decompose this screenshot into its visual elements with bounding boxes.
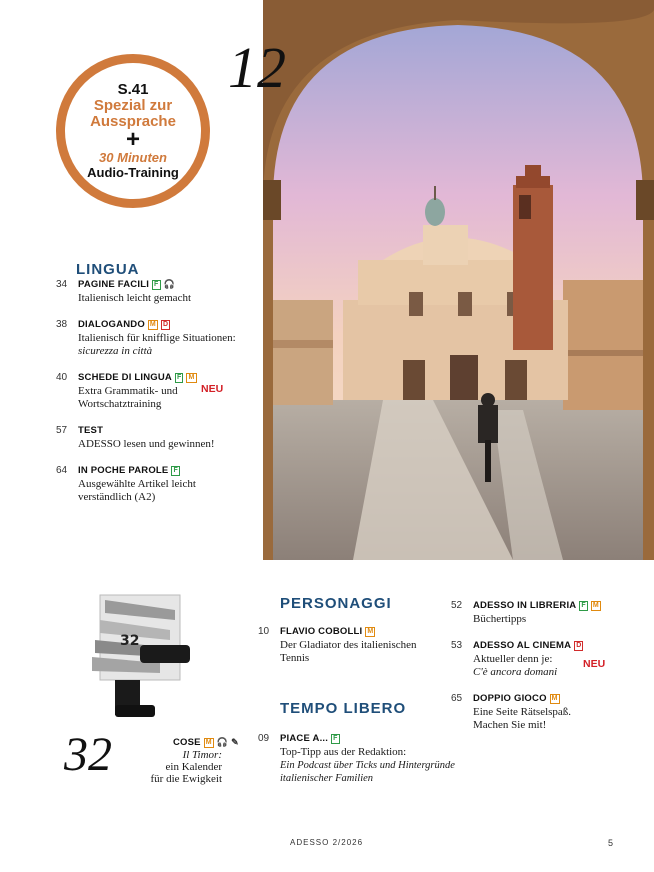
- badge-line4: Audio-Training: [87, 165, 179, 180]
- toc-page-number: 53: [451, 640, 463, 651]
- toc-description: Ausgewählte Artikel leicht: [78, 478, 196, 490]
- pencil-icon: ✎: [231, 737, 239, 747]
- toc-page-number: 57: [56, 425, 68, 436]
- level-badge-m: M: [592, 601, 599, 609]
- toc-description: Italienisch für knifflige Situationen:: [78, 332, 236, 344]
- badge-plus: +: [125, 126, 140, 153]
- toc-page-number: 34: [56, 279, 68, 290]
- timor-calendar-image: [70, 585, 195, 725]
- toc-description-italic: C'è ancora domani: [473, 666, 558, 678]
- level-badge-m: M: [205, 738, 212, 746]
- toc-description-italic: sicurezza in città: [78, 345, 153, 357]
- level-badge-f: F: [173, 466, 178, 474]
- badge-line2: Aussprache: [90, 113, 176, 130]
- toc-entry-pagine-facili[interactable]: [78, 279, 175, 290]
- audio-training-badge[interactable]: [56, 54, 210, 208]
- feature-page-number-12: 12: [228, 35, 286, 100]
- toc-entry-cose[interactable]: [173, 737, 239, 748]
- new-badge: NEU: [583, 658, 606, 670]
- toc-description: verständlich (A2): [78, 491, 156, 503]
- toc-title: DOPPIO GIOCO: [473, 693, 547, 704]
- toc-page-number: 52: [451, 600, 463, 611]
- toc-description: Machen Sie mit!: [473, 719, 547, 731]
- toc-entry-adesso-in-libreria[interactable]: [473, 600, 601, 611]
- toc-entry-in-poche-parole[interactable]: [78, 465, 180, 476]
- level-badge-f: F: [581, 601, 586, 609]
- toc-description: Top-Tipp aus der Redaktion:: [280, 746, 407, 758]
- toc-page-number: 09: [258, 733, 270, 744]
- feature-desc-line3: für die Ewigkeit: [150, 773, 222, 785]
- toc-title: DIALOGANDO: [78, 319, 145, 330]
- toc-page-number: 65: [451, 693, 463, 704]
- toc-title: ADESSO AL CINEMA: [473, 640, 572, 651]
- level-badge-m: M: [367, 627, 374, 635]
- toc-title: FLAVIO COBOLLI: [280, 626, 363, 637]
- level-badge-m: M: [551, 694, 558, 702]
- toc-page-number: 64: [56, 465, 68, 476]
- toc-description: Der Gladiator des italienischen: [280, 639, 417, 651]
- toc-entry-adesso-al-cinema[interactable]: [473, 640, 583, 651]
- toc-entry-doppio-gioco[interactable]: [473, 693, 560, 704]
- toc-entry-schede-di-lingua[interactable]: [78, 372, 197, 383]
- toc-title: COSE: [173, 737, 201, 748]
- level-badge-m: M: [149, 320, 156, 328]
- toc-description: Eine Seite Rätselspaß.: [473, 706, 572, 718]
- badge-page-ref: S.41: [117, 81, 149, 98]
- feature-desc-line1: Il Timor:: [182, 749, 222, 761]
- toc-title: ADESSO IN LIBRERIA: [473, 600, 577, 611]
- toc-entry-test[interactable]: [78, 425, 103, 436]
- level-badge-f: F: [176, 373, 182, 381]
- level-badge-f: F: [154, 280, 159, 288]
- toc-description: Büchertipps: [473, 613, 527, 625]
- badge-line3: 30 Minuten: [99, 150, 167, 165]
- feature-page-number-32: 32: [64, 728, 112, 781]
- toc-page-number: 38: [56, 319, 68, 330]
- toc-title: PIACE A...: [280, 733, 329, 744]
- level-badge-d: D: [162, 320, 169, 328]
- toc-description: Aktueller denn je:: [473, 653, 553, 665]
- toc-title: IN POCHE PAROLE: [78, 465, 169, 476]
- new-badge: NEU: [201, 383, 224, 395]
- toc-title: SCHEDE DI LINGUA: [78, 372, 172, 383]
- toc-page-number: 40: [56, 372, 68, 383]
- toc-description: Italienisch leicht gemacht: [78, 292, 192, 304]
- headphones-icon: 🎧: [163, 279, 175, 289]
- toc-description: Tennis: [280, 652, 310, 664]
- cover-photo-piazza: [263, 0, 654, 560]
- headphones-icon: 🎧: [216, 737, 229, 747]
- level-badge-d: D: [576, 641, 582, 649]
- toc-description-italic: Ein Podcast über Ticks und Hintergründe: [280, 760, 455, 771]
- section-heading-lingua: LINGUA: [76, 261, 140, 278]
- level-badge-m: M: [188, 373, 195, 381]
- toc-entry-flavio-cobolli[interactable]: [280, 626, 375, 637]
- level-badge-f: F: [333, 734, 338, 742]
- feature-desc-line2: ein Kalender: [165, 761, 222, 773]
- toc-entry-dialogando[interactable]: [78, 319, 170, 330]
- svg-text:32: 32: [120, 633, 140, 649]
- toc-title: PAGINE FACILI: [78, 279, 150, 290]
- toc-description: Wortschatztraining: [78, 398, 162, 410]
- footer-magazine-issue: ADESSO 2/2026: [290, 838, 364, 847]
- toc-entry-piace-a[interactable]: [280, 733, 340, 744]
- badge-line1: Spezial zur: [93, 97, 173, 114]
- toc-description-italic: italienischer Familien: [280, 773, 374, 784]
- footer-page-number: 5: [608, 838, 614, 848]
- section-heading-tempo-libero: TEMPO LIBERO: [280, 700, 407, 717]
- toc-description: Extra Grammatik- und: [78, 385, 178, 397]
- toc-description: ADESSO lesen und gewinnen!: [78, 438, 215, 450]
- section-heading-personaggi: PERSONAGGI: [280, 595, 392, 612]
- toc-page-number: 10: [258, 626, 270, 637]
- toc-title: TEST: [78, 425, 104, 436]
